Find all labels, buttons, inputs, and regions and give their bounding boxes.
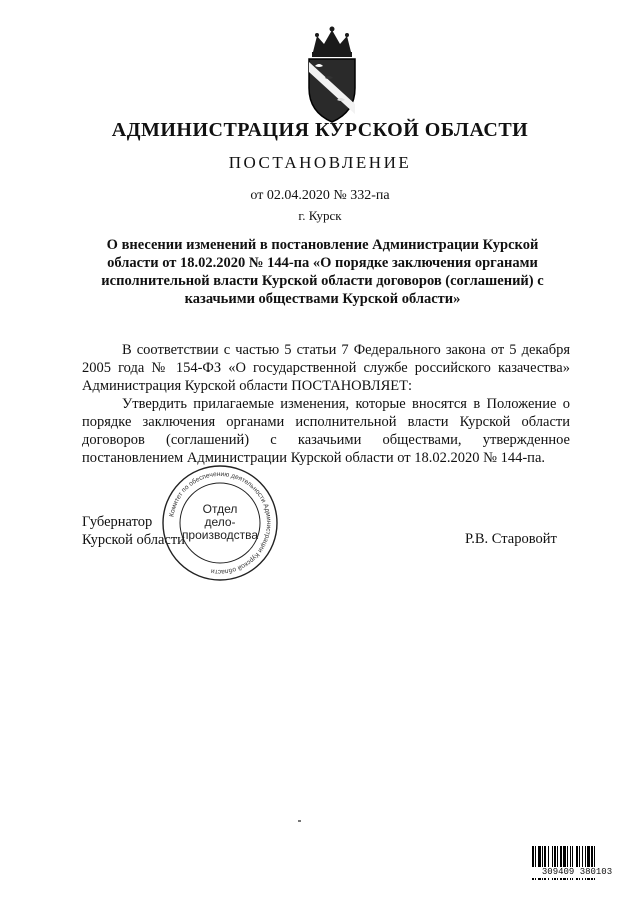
- signatory-position-line: Губернатор: [82, 514, 153, 530]
- scan-mark: [298, 820, 301, 822]
- administration-title: АДМИНИСТРАЦИЯ КУРСКОЙ ОБЛАСТИ: [111, 119, 529, 141]
- body-paragraph: Утвердить прилагаемые изменения, которые вносятся в Положение о порядке заключения органами исполнительной власти Курской области договоров (соглашений) с казачьими обществами, утвержденное постановлением Администрации Курской области от 18.02.2020 № 144-па.: [82, 396, 570, 466]
- stamp-line: производства: [181, 528, 259, 542]
- signatory-name: Р.В. Старовойт: [465, 531, 557, 547]
- document-type: ПОСТАНОВЛЕНИЕ: [228, 153, 412, 172]
- stamp-ring-text: Комитет по обеспечению деятельности Администрации Курской области: [168, 470, 273, 576]
- stamp-line: дело-: [204, 515, 236, 529]
- stamp-center-text: [160, 503, 280, 542]
- city: г. Курск: [298, 208, 342, 223]
- document-body: [82, 341, 570, 467]
- stamp-line: Отдел: [202, 502, 238, 516]
- document-subject: О внесении изменений в постановление Администрации Курской области от 18.02.2020 № 144-па «О порядке заключения органами исполнительной власти Курской области договоров (соглашений) с казачьими обществами Курской области»: [101, 237, 544, 307]
- date-and-number: от 02.04.2020 № 332-па: [250, 188, 390, 203]
- barcode-number: 309409 380103: [531, 867, 623, 878]
- body-paragraph: В соответствии с частью 5 статьи 7 Федерального закона от 5 декабря 2005 года № 154-ФЗ «О государственной службе российского казачества» Администрация Курской области ПОСТАНОВЛЯЕТ:: [82, 342, 570, 394]
- signatory-position-line: Курской области: [82, 532, 185, 548]
- kursk-coat-of-arms-icon: [297, 26, 367, 126]
